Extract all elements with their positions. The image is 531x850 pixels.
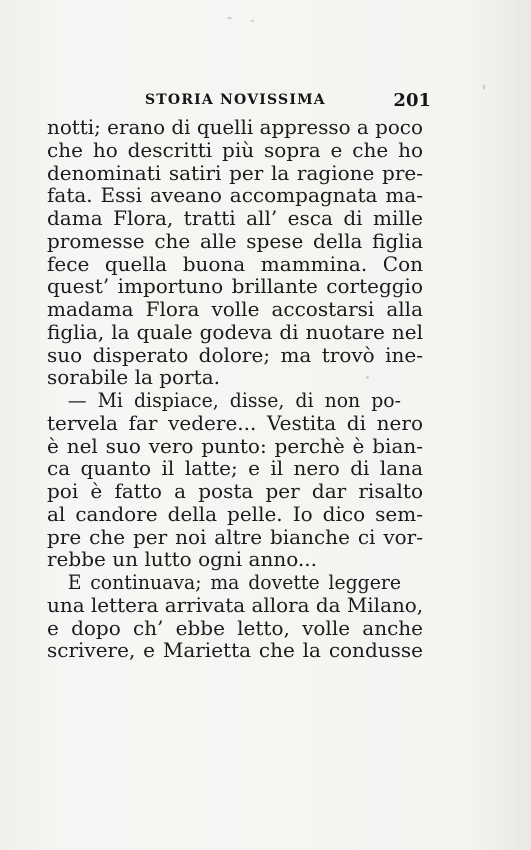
text-line: madama Flora volle accostarsi alla	[47, 297, 423, 321]
page-header	[145, 92, 431, 112]
page-text	[47, 116, 423, 662]
text-line: sorabile la porta.	[47, 365, 220, 390]
text-line: rebbe un lutto ogni anno...	[47, 547, 317, 572]
text-line: pre che per noi altre bianche ci vor-	[47, 524, 423, 549]
text-line: denominati satiri per la ragione pre-	[47, 160, 423, 185]
text-line: fece quella buona mammina. Con	[47, 251, 423, 276]
text-line: fata. Essi aveano accompagnata ma-	[47, 183, 423, 208]
text-line: una lettera arrivata allora da Milano,	[47, 592, 424, 617]
text-line: quest’ importuno brillante corteggio	[47, 274, 423, 299]
text-line: ca quanto il latte; e il nero di lana	[47, 456, 423, 481]
text-line: promesse che alle spese della figlia	[47, 228, 423, 253]
text-line: suo disperato dolore; ma trovò ine-	[47, 342, 423, 367]
text-line: figlia, la quale godeva di nuotare nel	[47, 319, 423, 344]
text-line: dama Flora, tratti all’ esca di mille	[47, 206, 423, 230]
text-line: poi è fatto a posta per dar risalto	[47, 479, 423, 503]
text-line: è nel suo vero punto: perchè è bian-	[47, 433, 423, 458]
paper-speck	[251, 20, 254, 22]
paper-speck	[227, 17, 232, 19]
text-line: E continuava; ma dovette leggere	[67, 570, 402, 594]
text-line: scrivere, e Marietta che la condusse	[47, 638, 423, 663]
text-line: — Mi dispiace, disse, di non po-	[67, 388, 402, 412]
text-line: al candore della pelle. Io dico sem-	[47, 501, 423, 526]
page-number: 201	[393, 90, 431, 111]
text-line: che ho descritti più sopra e che ho	[47, 137, 423, 162]
text-line: e dopo ch’ ebbe letto, volle anche	[47, 615, 423, 640]
paper-speck	[483, 84, 485, 90]
text-line: tervela far vedere... Vestita di nero	[47, 410, 423, 435]
running-title: STORIA NOVISSIMA	[145, 92, 326, 108]
text-line: notti; erano di quelli appresso a poco	[47, 115, 423, 139]
